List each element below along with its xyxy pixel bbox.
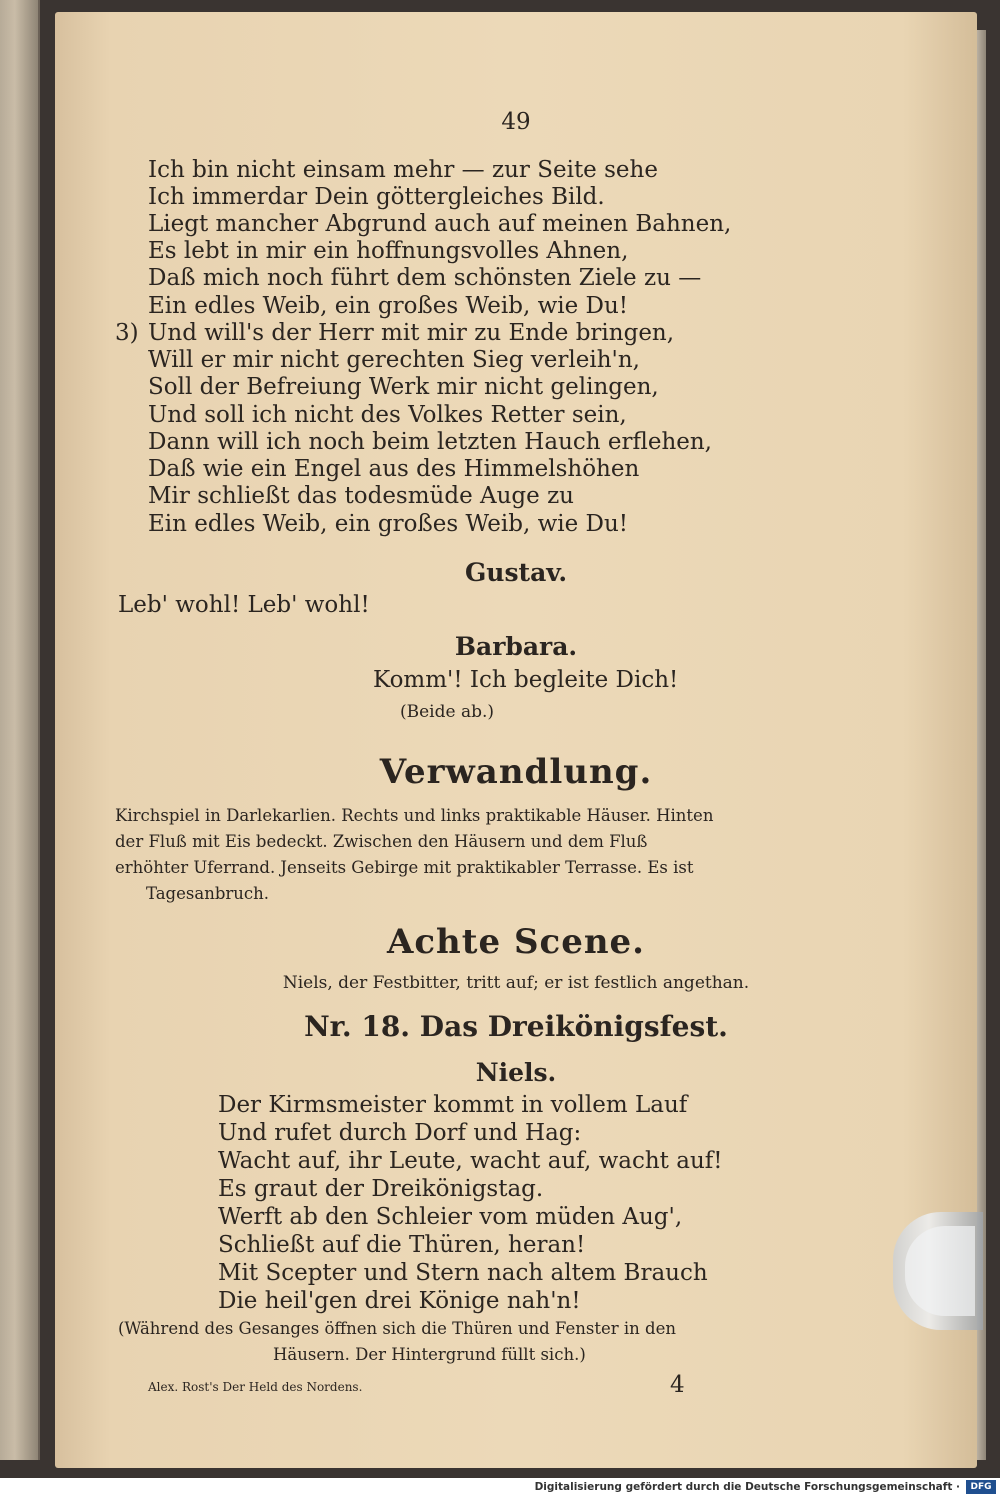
verse-line: Daß mich noch führt dem schönsten Ziele zu — — [148, 265, 702, 291]
dfg-logo-icon: DFG — [966, 1480, 996, 1494]
verse-line: Und rufet durch Dorf und Hag: — [218, 1120, 582, 1146]
setting-description-line: Tagesanbruch. — [146, 884, 270, 903]
stage-direction-line: (Während des Gesanges öffnen sich die Thüren und Fenster in den — [118, 1319, 676, 1338]
verse-line: Wacht auf, ihr Leute, wacht auf, wacht auf! — [218, 1148, 723, 1174]
setting-description-line: erhöhter Uferrand. Jenseits Gebirge mit praktikabler Terrasse. Es ist — [115, 858, 694, 877]
verse-line: Will er mir nicht gerechten Sieg verleih'n, — [148, 347, 640, 373]
verse-line: Mit Scepter und Stern nach altem Brauch — [218, 1260, 708, 1286]
stage-direction-line: Häusern. Der Hintergrund füllt sich.) — [273, 1345, 586, 1364]
dfg-attribution-text: Digitalisierung gefördert durch die Deutsche Forschungsgemeinschaft · — [534, 1481, 960, 1493]
stage-direction-exit: (Beide ab.) — [400, 702, 495, 722]
verse-line: Und will's der Herr mit mir zu Ende bringen, — [148, 320, 675, 346]
setting-description-line: Kirchspiel in Darlekarlien. Rechts und links praktikable Häuser. Hinten — [115, 806, 714, 825]
verse-line: Schließt auf die Thüren, heran! — [218, 1232, 586, 1258]
verse-line: Die heil'gen drei Könige nah'n! — [218, 1288, 581, 1314]
verse-line: Ein edles Weib, ein großes Weib, wie Du! — [148, 293, 629, 319]
heading-scene: Achte Scene. — [386, 922, 646, 962]
verse-line: Der Kirmsmeister kommt in vollem Lauf — [218, 1092, 688, 1118]
verse-line: Es lebt in mir ein hoffnungsvolles Ahnen, — [148, 238, 629, 264]
verse-line: Ich bin nicht einsam mehr — zur Seite sehe — [148, 157, 658, 183]
facing-page-edge — [0, 0, 40, 1460]
setting-description-line: der Fluß mit Eis bedeckt. Zwischen den Häusern und dem Fluß — [115, 832, 648, 851]
page-number: 49 — [501, 109, 531, 135]
book-page — [55, 12, 977, 1468]
speaker-heading-barbara: Barbara. — [454, 632, 578, 661]
running-footer-title: Alex. Rost's Der Held des Nordens. — [148, 1380, 363, 1394]
speaker-heading-niels: Niels. — [475, 1058, 557, 1087]
verse-line: Soll der Befreiung Werk mir nicht gelingen, — [148, 374, 659, 400]
musical-number-heading: Nr. 18. Das Dreikönigsfest. — [304, 1010, 728, 1043]
dialogue-line-gustav: Leb' wohl! Leb' wohl! — [118, 592, 370, 618]
verse-line: Werft ab den Schleier vom müden Aug', — [218, 1204, 683, 1230]
verse-line: Dann will ich noch beim letzten Hauch erflehen, — [148, 429, 712, 455]
magnifier-lens-highlight — [905, 1226, 975, 1316]
signature-mark: 4 — [670, 1372, 685, 1398]
verse-line: Ich immerdar Dein göttergleiches Bild. — [148, 184, 605, 210]
dialogue-line-barbara: Komm'! Ich begleite Dich! — [373, 667, 679, 693]
verse-line: Ein edles Weib, ein großes Weib, wie Du! — [148, 511, 629, 537]
verse-line: Es graut der Dreikönigstag. — [218, 1176, 544, 1202]
scene-stage-direction: Niels, der Festbitter, tritt auf; er ist festlich angethan. — [282, 973, 750, 993]
verse-line: Liegt mancher Abgrund auch auf meinen Bahnen, — [148, 211, 732, 237]
verse-line: Und soll ich nicht des Volkes Retter sein, — [148, 402, 627, 428]
heading-verwandlung: Verwandlung. — [379, 752, 653, 792]
verse-number-marker: 3) — [115, 320, 139, 346]
verse-line: Mir schließt das todesmüde Auge zu — [148, 483, 574, 509]
verse-line: Daß wie ein Engel aus des Himmelshöhen — [148, 456, 640, 482]
speaker-heading-gustav: Gustav. — [464, 558, 568, 587]
